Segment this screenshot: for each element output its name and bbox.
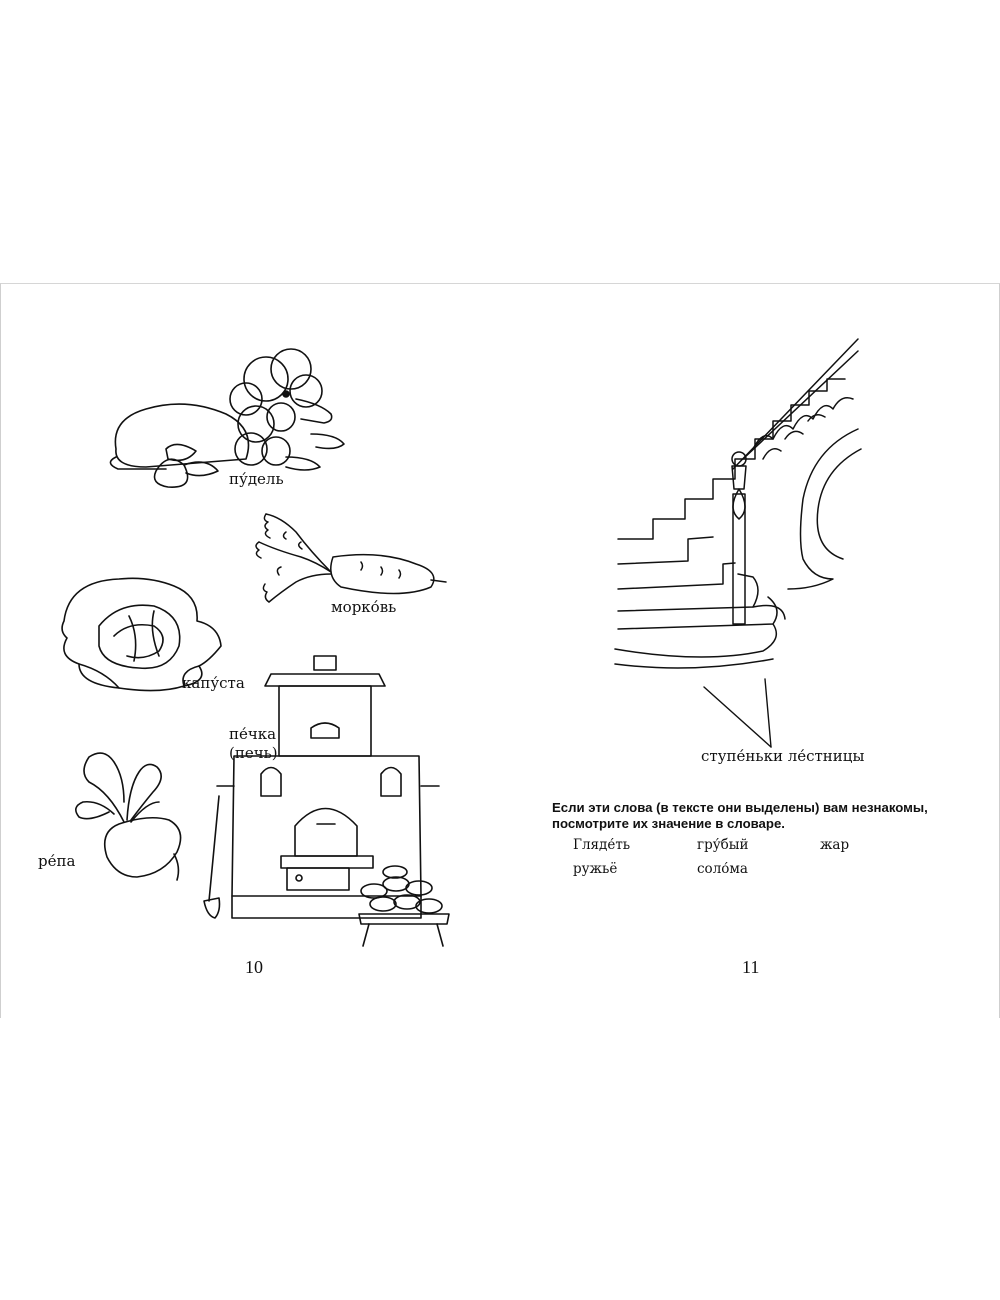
page-number-left: 10 xyxy=(245,957,263,977)
label-pointer-lines xyxy=(699,679,789,749)
cabbage-label: капу́ста xyxy=(182,674,245,692)
carrot-illustration xyxy=(241,512,446,607)
turnip-illustration xyxy=(69,742,199,882)
stove-label-alt: (печь) xyxy=(229,744,278,762)
carrot-label: морко́вь xyxy=(331,598,397,616)
stairs-label: ступе́ньки ле́стницы xyxy=(701,747,865,765)
vocab-word-5: соло́ма xyxy=(697,861,748,877)
instruction-text: Если эти слова (в тексте они выделены) вам незнакомы, посмотрите их значение в словаре. xyxy=(552,800,928,831)
book-spread xyxy=(0,283,1000,1018)
stove-label: пе́чка xyxy=(229,725,277,743)
vocab-word-3: жар xyxy=(820,837,850,853)
vocab-word-2: гру́бый xyxy=(697,837,749,853)
stove-illustration xyxy=(199,656,459,946)
right-page xyxy=(501,284,1000,1019)
staircase-illustration xyxy=(613,339,863,674)
vocab-word-1: Гляде́ть xyxy=(573,837,631,853)
vocab-word-4: ружьё xyxy=(573,861,618,877)
page-number-right: 11 xyxy=(742,957,760,977)
poodle-label: пу́дель xyxy=(229,470,284,488)
left-page xyxy=(1,284,501,1019)
turnip-label: ре́па xyxy=(38,852,76,870)
